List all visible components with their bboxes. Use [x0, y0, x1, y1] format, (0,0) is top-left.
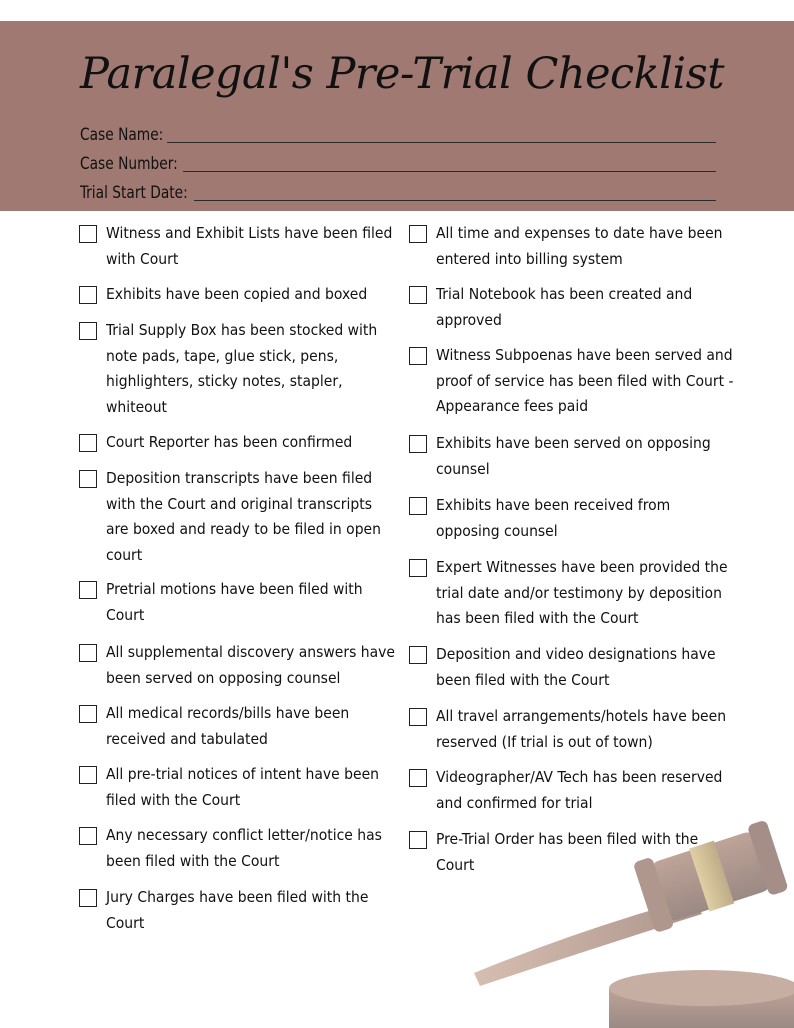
case-name-line[interactable]	[167, 142, 716, 143]
checklist-item-text: Pre-Trial Order has been filed with the Court	[436, 830, 699, 874]
case-number-line[interactable]	[183, 171, 716, 172]
checklist-item[interactable]	[409, 555, 736, 632]
checklist-item-text: Exhibits have been received from opposing counsel	[436, 496, 671, 540]
page-title: Paralegal's Pre-Trial Checklist	[80, 49, 725, 99]
checklist-item-text: Pretrial motions have been filed with Court	[106, 580, 363, 624]
checkbox[interactable]	[409, 286, 427, 304]
checkbox[interactable]	[79, 470, 97, 488]
checklist-item-text: Exhibits have been copied and boxed	[106, 285, 368, 303]
checkbox[interactable]	[409, 559, 427, 577]
checkbox[interactable]	[409, 497, 427, 515]
checklist-item-text: Court Reporter has been confirmed	[106, 433, 353, 451]
checklist-item[interactable]	[409, 343, 736, 420]
checkbox[interactable]	[79, 889, 97, 907]
checklist-item[interactable]	[79, 885, 398, 936]
checklist-item[interactable]	[79, 762, 398, 813]
checklist-item-text: All supplemental discovery answers have been served on opposing counsel	[106, 643, 396, 687]
checkbox[interactable]	[409, 347, 427, 365]
checklist-item[interactable]	[79, 430, 398, 456]
checkbox[interactable]	[79, 322, 97, 340]
checkbox[interactable]	[79, 434, 97, 452]
checkbox[interactable]	[409, 646, 427, 664]
checklist-item[interactable]	[409, 221, 736, 272]
case-name-field[interactable]	[80, 120, 716, 146]
checklist-item[interactable]	[409, 642, 736, 693]
trial-start-date-field[interactable]	[80, 178, 716, 204]
checklist-item[interactable]	[409, 282, 736, 333]
checklist-item-text: All pre-trial notices of intent have been filed with the Court	[106, 765, 379, 809]
checklist-item[interactable]	[409, 765, 736, 816]
checklist-item[interactable]	[79, 640, 398, 691]
checkbox[interactable]	[409, 435, 427, 453]
checkbox[interactable]	[79, 644, 97, 662]
checkbox[interactable]	[409, 225, 427, 243]
checklist-item[interactable]	[79, 701, 398, 752]
checklist-item[interactable]	[409, 493, 736, 544]
checklist-item-text: Trial Supply Box has been stocked with note pads, tape, glue stick, pens, highlighters, sticky notes, stapler, whiteout	[106, 321, 378, 416]
checklist-item-text: Trial Notebook has been created and approved	[436, 285, 693, 329]
checklist-item-text: Witness and Exhibit Lists have been filed with Court	[106, 224, 393, 268]
checklist-item[interactable]	[409, 704, 736, 755]
checkbox[interactable]	[79, 581, 97, 599]
trial-start-date-label: Trial Start Date:	[80, 183, 188, 203]
checkbox[interactable]	[79, 705, 97, 723]
checklist-item-text: Deposition and video designations have been filed with the Court	[436, 645, 716, 689]
checklist-item[interactable]	[79, 466, 398, 568]
checklist-item-text: Any necessary conflict letter/notice has been filed with the Court	[106, 826, 382, 870]
checklist-item[interactable]	[79, 823, 398, 874]
checklist-item-text: Jury Charges have been filed with the Court	[106, 888, 369, 932]
checkbox[interactable]	[409, 708, 427, 726]
case-name-label: Case Name:	[80, 125, 164, 145]
header-banner	[0, 21, 794, 211]
checkbox[interactable]	[79, 225, 97, 243]
checklist-item-text: Videographer/AV Tech has been reserved and confirmed for trial	[436, 768, 723, 812]
checkbox[interactable]	[79, 286, 97, 304]
checkbox[interactable]	[79, 827, 97, 845]
checklist-item-text: Expert Witnesses have been provided the trial date and/or testimony by deposition has been filed with the Court	[436, 558, 728, 627]
checklist-item-text: All travel arrangements/hotels have been reserved (If trial is out of town)	[436, 707, 727, 751]
checklist-item[interactable]	[79, 221, 398, 272]
checkbox[interactable]	[409, 769, 427, 787]
checklist-item-text: Witness Subpoenas have been served and proof of service has been filed with Court - Appearance fees paid	[436, 346, 734, 415]
case-number-field[interactable]	[80, 149, 716, 175]
case-number-label: Case Number:	[80, 154, 178, 174]
checklist-item[interactable]	[79, 577, 398, 628]
checkbox[interactable]	[409, 831, 427, 849]
checklist-item[interactable]	[409, 431, 736, 482]
checklist-item-text: Deposition transcripts have been filed with the Court and original transcripts are boxed and ready to be filed in open court	[106, 469, 381, 564]
checkbox[interactable]	[79, 766, 97, 784]
checklist-item[interactable]	[79, 282, 398, 308]
checklist-item[interactable]	[409, 827, 736, 878]
checklist-item-text: All time and expenses to date have been entered into billing system	[436, 224, 723, 268]
checklist-item[interactable]	[79, 318, 398, 420]
checklist-item-text: All medical records/bills have been received and tabulated	[106, 704, 350, 748]
trial-start-date-line[interactable]	[194, 200, 716, 201]
checklist-item-text: Exhibits have been served on opposing counsel	[436, 434, 711, 478]
